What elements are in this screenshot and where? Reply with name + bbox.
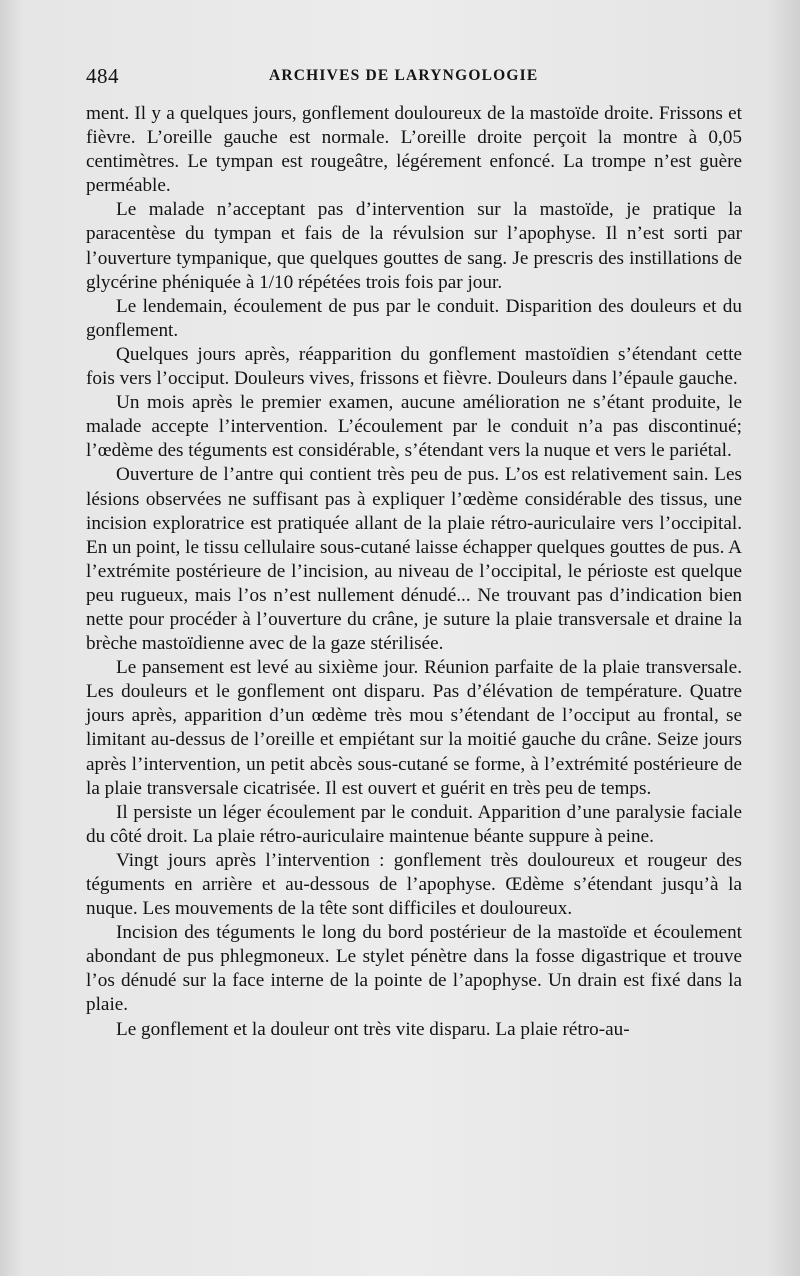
paragraph: Le malade n’acceptant pas d’intervention sur la mastoïde, je pratique la paracentèse du tympan et fais de la révulsion sur l’apophyse. Il n’est sorti par l’ouverture tympanique, que quelques gouttes de sang. Je prescris des instillations de glycérine phéniquée à 1/10 répétées trois fois par jour.	[86, 199, 742, 293]
running-head	[86, 64, 742, 94]
paragraph: Incision des téguments le long du bord postérieur de la mastoïde et écoulement abondant de pus phlegmoneux. Le stylet pénètre dans la fosse digastrique et trouve l’os dénudé sur la face interne de la pointe de l’apophyse. Un drain est fixé dans la plaie.	[86, 922, 742, 1016]
paragraph: Vingt jours après l’intervention : gonflement très douloureux et rougeur des téguments en arrière et au-dessous de l’apophyse. Œdème s’étendant jusqu’à la nuque. Les mouvements de la tête sont difficiles et douloureux.	[86, 849, 742, 920]
paragraph: Le lendemain, écoulement de pus par le conduit. Disparition des douleurs et du gonflement.	[86, 295, 742, 341]
paragraph: Quelques jours après, réapparition du gonflement mastoïdien s’étendant cette fois vers l’occiput. Douleurs vives, frissons et fièvre. Douleurs dans l’épaule gauche.	[86, 343, 742, 390]
body-text	[86, 102, 742, 1042]
paragraph-last: Le gonflement et la douleur ont très vite disparu. La plaie rétro-au-	[116, 1018, 630, 1040]
paragraph: Un mois après le premier examen, aucune amélioration ne s’étant produite, le malade accepte l’intervention. L’écoulement par le conduit n’a pas discontinué; l’œdème des téguments est considérable, s’étendant vers la nuque et vers le pariétal.	[86, 392, 742, 462]
paragraph-continuation: ment. Il y a quelques jours, gonflement douloureux de la mastoïde droite. Frissons et fièvre. L’oreille gauche est normale. L’oreille droite perçoit la montre à 0,05 centimètres. Le tympan est rougeâtre, légérement enfoncé. La trompe n’est guère perméable.	[86, 103, 742, 197]
journal-title: ARCHIVES DE LARYNGOLOGIE	[269, 67, 539, 84]
paragraph: Ouverture de l’antre qui contient très peu de pus. L’os est relativement sain. Les lésions observées ne suffisant pas à expliquer l’œdème considérable des tissus, une incision exploratrice est pratiquée allant de la plaie rétro-auriculaire vers l’occipital. En un point, le tissu cellulaire sous-cutané laisse échapper quelques gouttes de pus. A l’extrémite postérieure de l’incision, au niveau de l’occipital, le périoste est quelque peu rugueux, mais l’os n’est nullement dénudé... Ne trouvant pas d’indication bien nette pour procéder à l’ouverture du crâne, je suture la plaie transversale et draine la brèche mastoïdienne avec de la gaze stérilisée.	[86, 464, 742, 655]
page-number: 484	[86, 64, 119, 88]
paragraph: Le pansement est levé au sixième jour. Réunion parfaite de la plaie transversale. Les douleurs et le gonflement ont disparu. Pas d’élévation de température. Quatre jours après, apparition d’un œdème très mou s’étendant de l’occiput au frontal, se limitant au-dessus de l’oreille et empiétant sur la moitié gauche du crâne. Seize jours après l’intervention, un petit abcès sous-cutané se forme, à l’extrémité postérieure de la plaie transversale cicatrisée. Il est ouvert et guérit en très peu de temps.	[86, 657, 742, 799]
paragraph: Il persiste un léger écoulement par le conduit. Apparition d’une paralysie faciale du côté droit. La plaie rétro-auriculaire maintenue béante suppure à peine.	[86, 801, 742, 847]
